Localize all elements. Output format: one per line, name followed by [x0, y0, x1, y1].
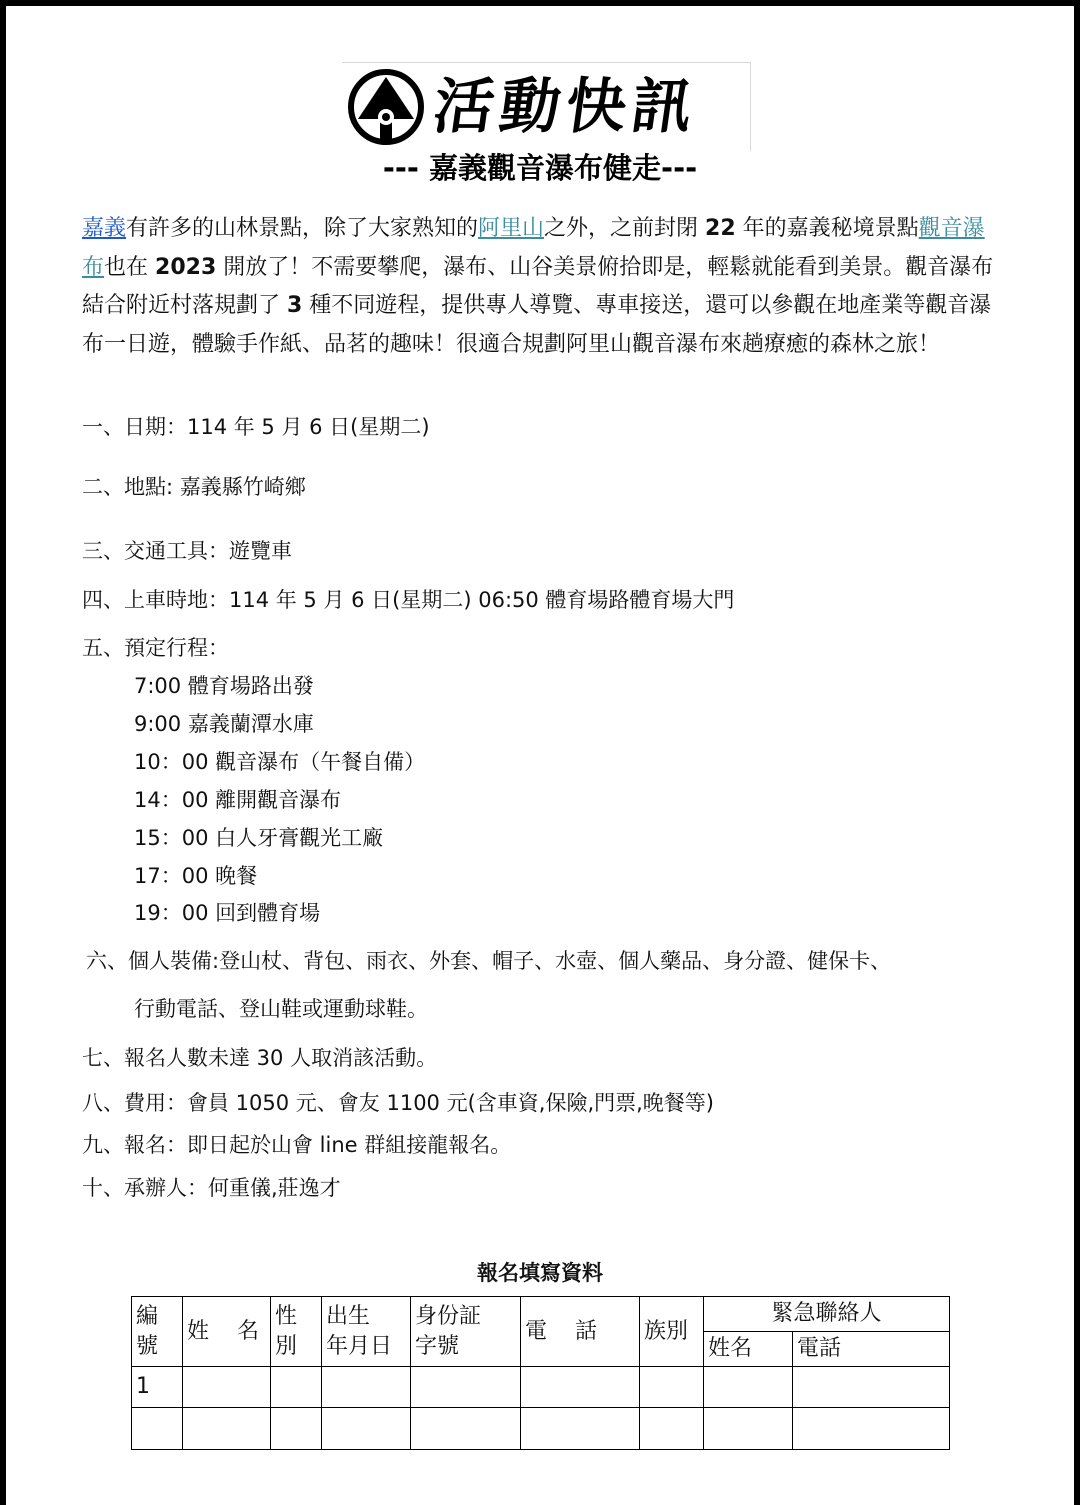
schedule-item: 7:00 體育場路出發: [134, 674, 314, 698]
table-cell[interactable]: [322, 1367, 411, 1408]
header-emergency-phone: 電話: [793, 1332, 950, 1367]
header-sex: 性 別: [271, 1297, 322, 1367]
intro-text-3: 年的嘉義秘境景點: [735, 216, 919, 241]
link-alishan[interactable]: 阿里山: [478, 216, 545, 241]
intro-text-2: 之外，之前封閉: [544, 216, 706, 241]
header-name: 姓 名: [183, 1297, 271, 1367]
table-cell[interactable]: [132, 1408, 183, 1450]
table-cell[interactable]: [640, 1408, 704, 1450]
intro-number-22: 22: [705, 216, 736, 241]
activity-news-logo: [342, 62, 751, 151]
header-id-number: 身份証 字號: [411, 1297, 521, 1367]
mountain-club-emblem-icon: [346, 67, 426, 147]
item-signup: 九、報名：即日起於山會 line 群組接龍報名。: [82, 1133, 512, 1157]
table-row: [132, 1408, 950, 1450]
intro-text-1: 有許多的山林景點，除了大家熟知的: [126, 216, 479, 241]
table-cell[interactable]: [183, 1408, 271, 1450]
table-cell[interactable]: [521, 1367, 640, 1408]
header-ethnic: 族別: [640, 1297, 704, 1367]
table-cell[interactable]: [322, 1408, 411, 1450]
intro-number-2023: 2023: [155, 254, 217, 280]
schedule-item: 9:00 嘉義蘭潭水庫: [134, 712, 314, 736]
item-date: 一、日期：114 年 5 月 6 日(星期二): [82, 415, 430, 439]
item-transport: 三、交通工具：遊覽車: [82, 539, 292, 563]
header-phone: 電 話: [521, 1297, 640, 1367]
table-cell[interactable]: [411, 1367, 521, 1408]
intro-text-6: 種不同遊程，提供專人導覽、專車接送，還可以參觀在地產業等觀音瀑布一日遊，體驗手作紙、品茗的趣味！很適合規劃阿里山觀音瀑布來趟療癒的森林之旅！: [82, 293, 992, 357]
row-number[interactable]: 1: [132, 1367, 183, 1408]
item-equipment: 六、個人裝備:登山杖、背包、雨衣、外套、帽子、水壺、個人藥品、身分證、健保卡、: [86, 949, 892, 973]
table-cell[interactable]: [521, 1408, 640, 1450]
item-fee: 八、費用：會員 1050 元、會友 1100 元(含車資,保險,門票,晚餐等): [82, 1091, 714, 1115]
table-cell[interactable]: [704, 1367, 793, 1408]
item-schedule-heading: 五、預定行程：: [82, 636, 229, 660]
header-number: 編 號: [132, 1297, 183, 1367]
item-boarding: 四、上車時地：114 年 5 月 6 日(星期二) 06:50 體育場路體育場大門: [82, 588, 735, 612]
schedule-item: 17：00 晚餐: [134, 864, 258, 888]
registration-table: [131, 1296, 950, 1450]
schedule-item: 10：00 觀音瀑布（午餐自備）: [134, 750, 426, 774]
item-organizer: 十、承辦人：何重儀,莊逸才: [82, 1176, 341, 1200]
logo-text: 活動快訊: [429, 72, 703, 142]
table-cell[interactable]: [183, 1367, 271, 1408]
schedule-item: 19：00 回到體育場: [134, 901, 321, 925]
intro-number-3: 3: [287, 293, 303, 318]
link-chiayi[interactable]: 嘉義: [82, 216, 127, 241]
schedule-item: 15：00 白人牙膏觀光工廠: [134, 826, 384, 850]
item-place: 二、地點: 嘉義縣竹崎鄉: [82, 475, 306, 499]
table-cell[interactable]: [793, 1408, 950, 1450]
table-cell[interactable]: [271, 1408, 322, 1450]
table-cell[interactable]: [704, 1408, 793, 1450]
document-page: [6, 6, 1074, 1505]
item-min-people: 七、報名人數未達 30 人取消該活動。: [82, 1046, 438, 1070]
header-emergency-contact: 緊急聯絡人: [704, 1297, 950, 1332]
item-equipment-cont: 行動電話、登山鞋或運動球鞋。: [134, 997, 428, 1021]
schedule-item: 14：00 離開觀音瀑布: [134, 788, 342, 812]
table-cell[interactable]: [793, 1367, 950, 1408]
table-cell[interactable]: [271, 1367, 322, 1408]
intro-text-5: 開放了！不需要攀爬，瀑布、山谷美景俯拾即是，輕鬆就能看到美景。觀音瀑布結合附近村落規劃了: [82, 254, 994, 318]
table-row: [132, 1367, 950, 1408]
registration-form-title: 報名填寫資料: [477, 1261, 603, 1285]
intro-text-4: 也在: [104, 254, 156, 280]
table-cell[interactable]: [640, 1367, 704, 1408]
header-birthdate: 出生 年月日: [322, 1297, 411, 1367]
link-guanyin-waterfall[interactable]: 觀音瀑布: [82, 216, 985, 280]
intro-paragraph: [82, 210, 1002, 364]
page-title: --- 嘉義觀音瀑布健走---: [382, 151, 698, 185]
header-emergency-name: 姓名: [704, 1332, 793, 1367]
table-cell[interactable]: [411, 1408, 521, 1450]
